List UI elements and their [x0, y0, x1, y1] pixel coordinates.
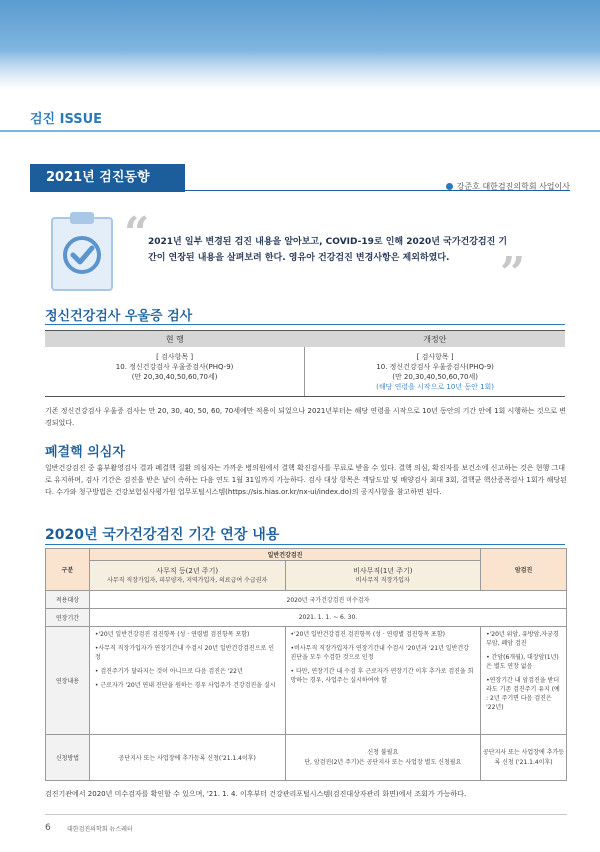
extension-table [45, 548, 567, 781]
section1-note: 기존 정신건강검사 우울증 검사는 만 20, 30, 40, 50, 60, 70세에만 적용이 되었으나 2021년부터는 해당 연령을 시작으로 10년 동안의 기간 안에 1회 시행하는 것으로 변경되었다. [45, 407, 567, 427]
section2-body: 일반건강검진 중 흉부촬영검사 결과 폐결핵 질환 의심자는 가까운 병의원에서 결핵 확진검사를 무료로 받을 수 있다. 결핵 의심, 확진자를 보건소에 신고하는 것은 현행 그대로 유지하며, 검사 기간은 검진을 받은 날이 속하는 다음 연도 1월 31일까지 가능하다. 검사 대상 항목은 객담도말 및 배양검사 최대 3회, 결핵균 핵산증폭검사 1회가 해당된다. 수가와 청구방법은 건강보험심사평가원 업무포털시스템(https://sis.hias.or.kr/nx-ui/index.do)의 공지사항을 참고하면 된다. [45, 464, 567, 496]
revised-cell: [ 검사항목 ] 10. 정신건강검사 우울증검사(PHQ-9) (만 20,30,40,50,60,70세) (해당 연령을 시작으로 10년 동안 1회) [305, 347, 565, 397]
header-rule [0, 130, 600, 132]
clipboard-check-icon [46, 210, 118, 292]
header-category: 구분 [46, 549, 90, 591]
article-title: 2021년 검진동향 [30, 164, 185, 192]
header-cancer: 암검진 [481, 549, 567, 591]
section2-heading: 폐결핵 의심자 [45, 445, 125, 460]
target-value: 2020년 국가건강검진 미수검자 [89, 591, 566, 609]
page-number: 6 [45, 823, 51, 833]
section3-note: 검진기관에서 2020년 미수검자를 확인할 수 있으며, '21. 1. 4. 이후부터 건강관리포털시스템(검진대상자관리 화면)에서 조회가 가능하다. [45, 790, 467, 798]
section1-rule [45, 324, 565, 325]
header-office: 사무직 등(2년 주기) 사무직 직장가입자, 피부양자, 지역가입자, 의료급여 수급권자 [89, 561, 285, 591]
open-quote-icon: “ [124, 208, 150, 259]
section-label: 검진 ISSUE [30, 112, 103, 127]
close-quote-icon: ” [500, 248, 526, 299]
section3-rule [45, 544, 565, 545]
row-label-period: 연장기간 [46, 609, 90, 627]
period-value: 2021. 1. 1. ~ 6. 30. [89, 609, 566, 627]
col-revised: 개정안 [305, 331, 565, 348]
header-general: 일반건강검진 [89, 549, 480, 561]
section1-heading: 정신건강검사 우울증 검사 [45, 309, 193, 324]
apply-nonoffice: 신청 불필요 단, 암검진(2년 주기)은 공단지사 또는 사업장 별도 신청필요 [285, 735, 481, 781]
row-label-content: 연장내용 [46, 627, 90, 735]
row-label-apply: 신청방법 [46, 735, 90, 781]
row-label-target: 적용대상 [46, 591, 90, 609]
publication-name: 대한검진의학회 뉴스레터 [67, 826, 133, 833]
col-current: 현 행 [45, 331, 305, 348]
depression-test-table [45, 330, 565, 397]
header-banner [0, 0, 600, 90]
apply-cancer: 공단지사 또는 사업장에 추가등록 신청 ('21.1.4이후) [481, 735, 567, 781]
content-cancer: •'20년 위암, 유방암,자궁경부암, 폐암 검진 • 간암(6개월), 대장암(1년)은 별도 연장 없음 •연장기간 내 암검진을 받더라도 기존 검진주기 유지 (예 : 2년 주기면 다음 검진은 '22년) [481, 627, 567, 735]
footer-rule [45, 814, 567, 815]
current-cell: [ 검사항목 ] 10. 정신건강검사 우울증검사(PHQ-9) (만 20,30,40,50,60,70세) [45, 347, 305, 397]
bullet-icon [446, 183, 453, 190]
section3-heading: 2020년 국가건강검진 기간 연장 내용 [45, 527, 280, 543]
content-nonoffice: •'20년 일반건강검진 검진항목 (성 · 연령별 검진항목 포함) •비사무직 직장가입자가 연장기간내 수검시 '20년과 '21년 일반건강 진단을 모두 수검한 것으로 인정 • 다만, 연장기간 내 수검 후 근로자가 연장기간 이후 추가로 검진을 희망하는 경우, 사업주는 실시하여야 함 [285, 627, 481, 735]
intro-text: 2021년 일부 변경된 검진 내용을 알아보고, COVID-19로 인해 2020년 국가건강검진 기간이 연장된 내용을 살펴보려 한다. 영유아 건강검진 변경사항은 제외하였다. [148, 237, 508, 263]
author-byline: 강준호 대한검진의학회 사업이사 [446, 181, 570, 192]
apply-office: 공단지사 또는 사업장에 추가등록 신청('21.1.4이후) [89, 735, 285, 781]
content-office: •'20년 일반건강검진 검진항목 (성 · 연령별 검진항목 포함) •사무직 직장가입자가 연장기간내 수검시 20년 일반건강검진으로 인정 • 검진주기가 달라지는 것이 아니므로 다음 검진은 '22년 • 근로자가 '20년 연내 진단을 원하는 경우 사업주가 건강검진을 실시 [89, 627, 285, 735]
header-nonoffice: 비사무직(1년 주기) 비사무직 직장가입자 [285, 561, 481, 591]
